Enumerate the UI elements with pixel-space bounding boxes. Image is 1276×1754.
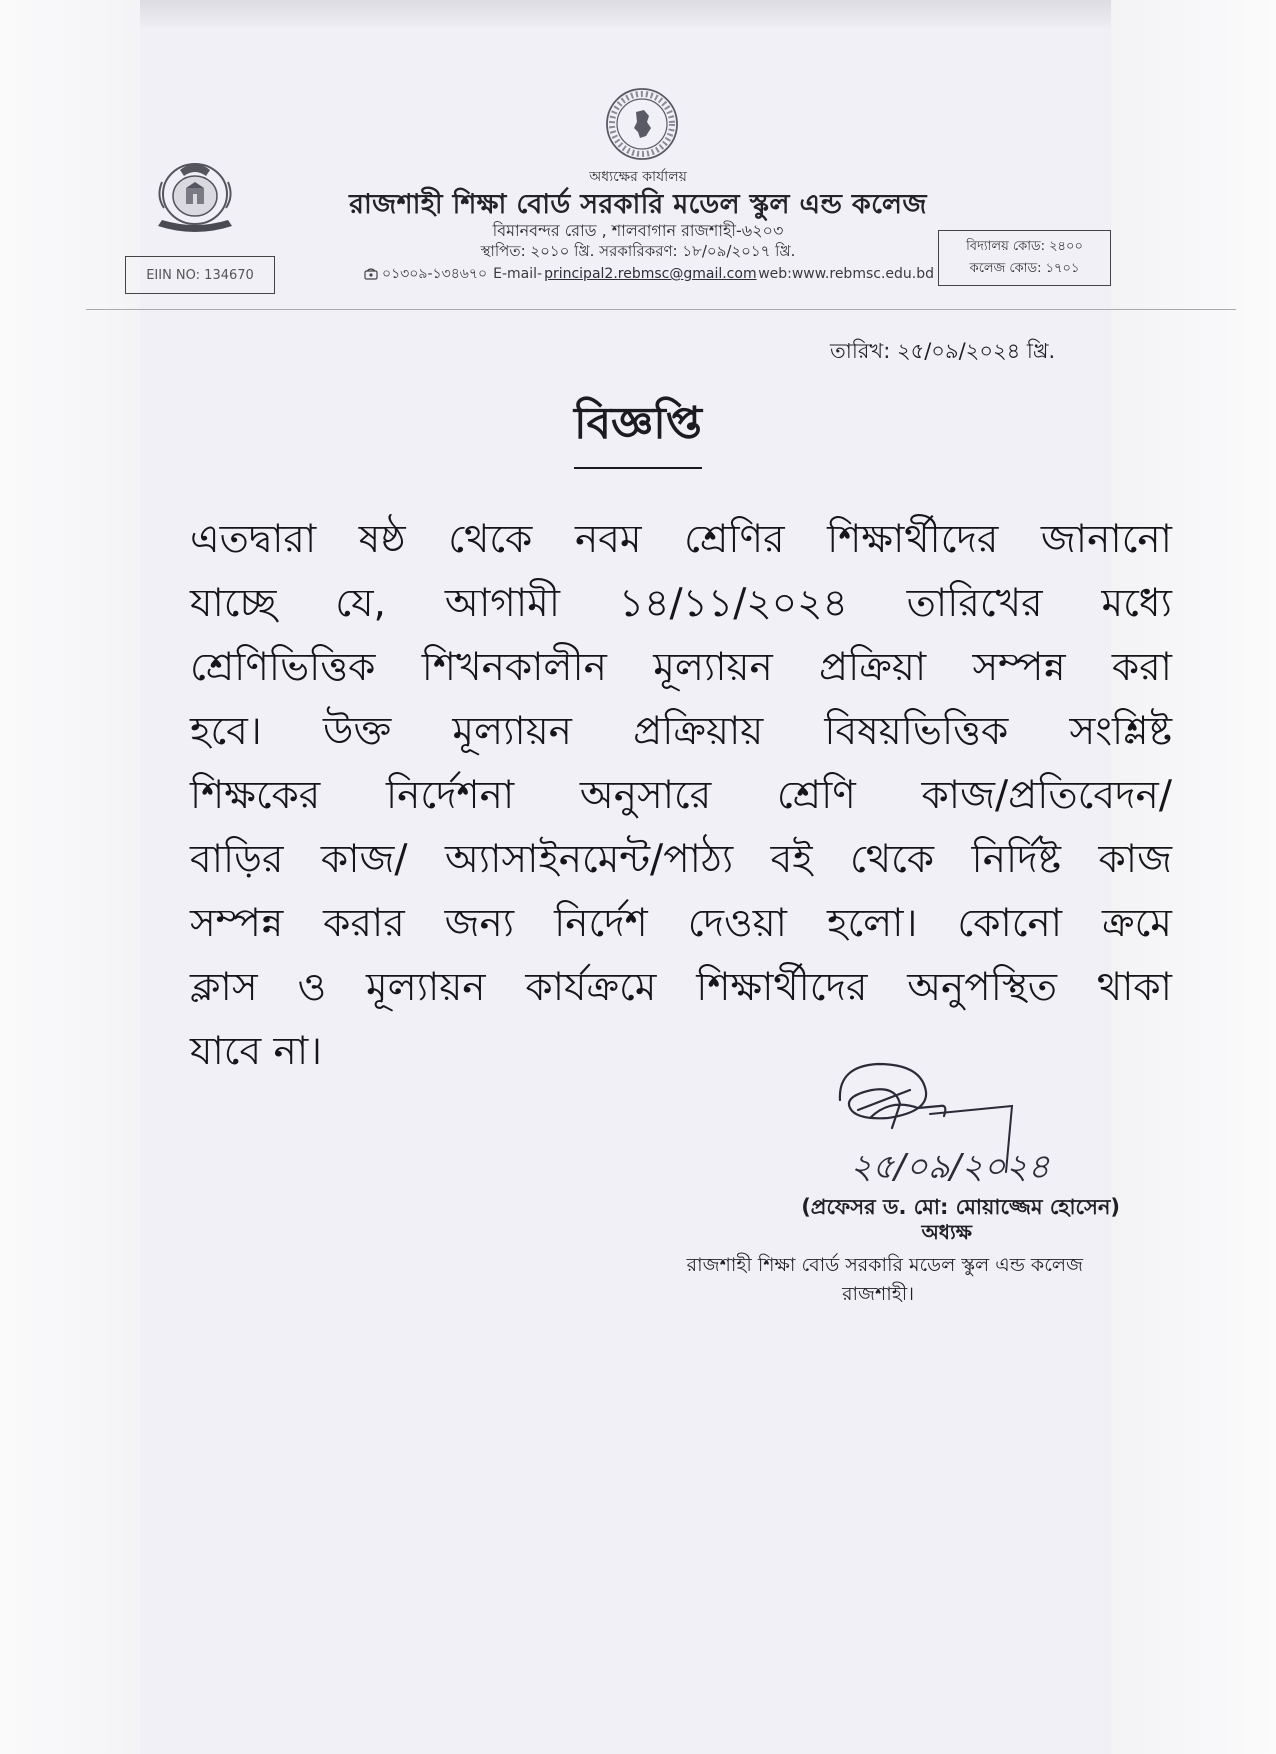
notice-word: বাড়ির (190, 837, 284, 882)
notice-line (190, 828, 1172, 892)
email-link[interactable]: principal2.rebmsc@gmail.com (544, 266, 757, 282)
website-link[interactable]: web:www.rebmsc.edu.bd (758, 266, 934, 282)
notice-word: শ্রেণিভিত্তিক (190, 645, 376, 690)
notice-word: প্রক্রিয়ায় (633, 709, 764, 754)
notice-word: শিখনকালীন (421, 645, 607, 690)
notice-word: অনুপস্থিত (907, 965, 1057, 1010)
notice-word: নির্দেশনা (385, 773, 515, 818)
contact-line (364, 262, 934, 286)
notice-word: যাচ্ছে (190, 581, 277, 626)
office-label: অধ্যক্ষের কার্যালয় (589, 169, 687, 185)
notice-word: নবম (574, 517, 642, 562)
notice-word: কাজ/প্রতিবেদন/ (921, 773, 1172, 818)
institution-code-box (938, 230, 1111, 286)
notice-word: অ্যাসাইনমেন্ট/পাঠ্য (445, 837, 734, 882)
notice-word: শ্রেণির (684, 517, 785, 562)
notice-word: ক্রমে (1102, 901, 1172, 946)
notice-word: যে, (335, 581, 386, 626)
notice-line (190, 508, 1172, 572)
notice-word: শিক্ষার্থীদের (827, 517, 999, 562)
notice-word: নির্দিষ্ট (971, 837, 1062, 882)
government-seal-icon (604, 86, 680, 162)
notice-word: হবে। (190, 709, 262, 754)
handwritten-signature (830, 1060, 1120, 1200)
notice-word: মধ্যে (1101, 581, 1172, 626)
notice-word: কার্যক্রমে (525, 965, 657, 1010)
notice-word: করার (323, 901, 405, 946)
notice-word: ও (297, 965, 327, 1010)
scan-top-edge (0, 0, 1276, 28)
notice-word: হলো। (826, 901, 918, 946)
notice-word: তারিখের (906, 581, 1043, 626)
notice-word: করা (1111, 645, 1172, 690)
notice-word: সম্পন্ন (190, 901, 284, 946)
notice-word: সম্পন্ন (972, 645, 1066, 690)
notice-word: মূল্যায়ন (452, 709, 572, 754)
signer-name: (প্রফেসর ড. মো: মোয়াজ্জেম হোসেন) (801, 1195, 1120, 1219)
notice-word: মূল্যায়ন (653, 645, 773, 690)
notice-line: যাবে না। (190, 1029, 323, 1074)
notice-word: এতদ্বারা (190, 517, 317, 562)
notice-word: জানানো (1040, 517, 1172, 562)
notice-word: বিষয়ভিত্তিক (824, 709, 1009, 754)
notice-body (190, 508, 1172, 1084)
notice-title-text: বিজ্ঞপ্তি (574, 390, 702, 469)
notice-line (190, 892, 1172, 956)
notice-word: শিক্ষকের (190, 773, 321, 818)
signer-title: অধ্যক্ষ (921, 1220, 972, 1244)
notice-word: কোনো (957, 901, 1063, 946)
notice-word: শিক্ষার্থীদের (696, 965, 868, 1010)
notice-word: শ্রেণি (776, 773, 856, 818)
eiin-number: EIIN NO: 134670 (146, 267, 254, 283)
establishment-info: স্থাপিত: ২০১০ খ্রি. সরকারিকরণ: ১৮/০৯/২০১৭ খ্রি. (480, 242, 796, 260)
notice-word: ক্লাস (190, 965, 258, 1010)
header-divider (86, 309, 1236, 310)
signature-date: ২৫/০৯/২০২৪ (850, 1147, 1050, 1187)
phone-icon (364, 268, 378, 280)
notice-word: সংশ্লিষ্ট (1069, 709, 1172, 754)
signer-institution: রাজশাহী শিক্ষা বোর্ড সরকারি মডেল স্কুল এন্ড কলেজ (686, 1254, 1083, 1276)
school-name: রাজশাহী শিক্ষা বোর্ড সরকারি মডেল স্কুল এন্ড কলেজ (349, 189, 927, 220)
notice-line (190, 700, 1172, 764)
notice-word: জন্য (444, 901, 515, 946)
notice-word: নির্দেশ (554, 901, 648, 946)
email-label: E-mail- (493, 266, 543, 282)
school-code: বিদ্যালয় কোড: ২৪০০ (966, 239, 1083, 254)
notice-word: কাজ/ (320, 837, 408, 882)
notice-date: তারিখ: ২৫/০৯/২০২৪ খ্রি. (830, 339, 1056, 363)
school-address: বিমানবন্দর রোড , শালবাগান রাজশাহী-৬২০৩ (492, 221, 784, 240)
notice-word: বই (770, 837, 813, 882)
notice-line (190, 636, 1172, 700)
notice-word: কাজ (1098, 837, 1172, 882)
notice-line (190, 572, 1172, 636)
notice-word: থেকে (448, 517, 533, 562)
notice-title (0, 390, 1276, 469)
notice-word: আগামী (444, 581, 560, 626)
notice-word: প্রক্রিয়া (819, 645, 927, 690)
notice-word: ১৪/১১/২০২৪ (618, 581, 848, 626)
notice-word: ষষ্ঠ (358, 517, 406, 562)
notice-line (190, 764, 1172, 828)
notice-word: থাকা (1096, 965, 1172, 1010)
signer-city: রাজশাহী। (842, 1283, 914, 1305)
notice-line (190, 956, 1172, 1020)
notice-word: উক্ত (322, 709, 392, 754)
eiin-box (125, 256, 275, 294)
notice-word: মূল্যায়ন (365, 965, 486, 1010)
notice-word: দেওয়া (687, 901, 787, 946)
college-code: কলেজ কোড: ১৭০১ (969, 261, 1080, 276)
notice-word: থেকে (850, 837, 935, 882)
notice-word: অনুসারে (579, 773, 712, 818)
phone-number: ০১৩০৯-১৩৪৬৭০ (382, 266, 488, 282)
